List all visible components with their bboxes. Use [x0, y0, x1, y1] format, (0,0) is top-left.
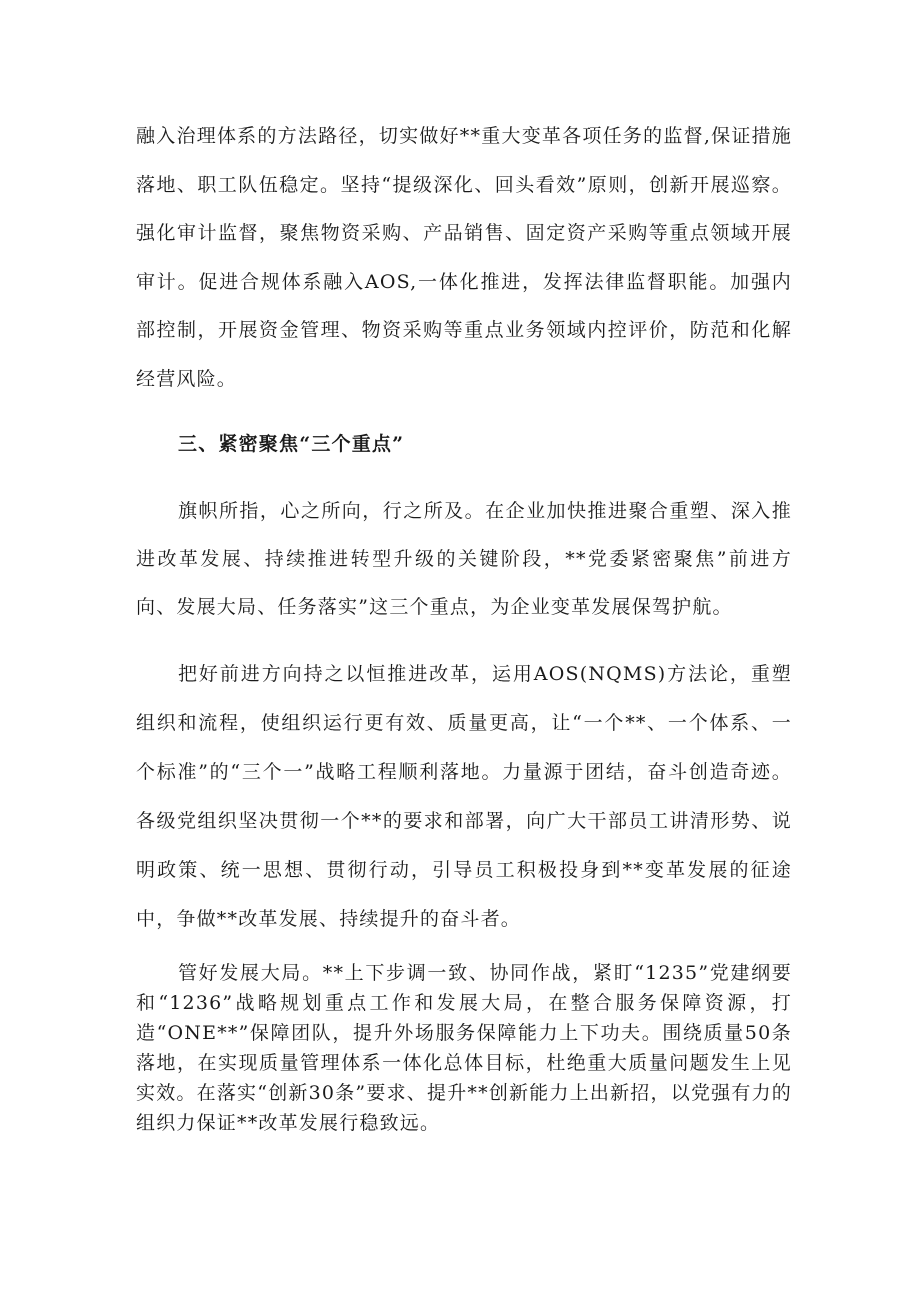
paragraph-supervision: 融入治理体系的方法路径，切实做好**重大变革各项任务的监督,保证措施落地、职工队伍稳定。坚持“提级深化、回头看效”原则，创新开展巡察。强化审计监督，聚焦物资采购、产品销售、固定资产采购等重点领域开展审计。促进合规体系融入AOS,一体化推进，发挥法律监督职能。加强内部控制，开展资金管理、物资采购等重点业务领域内控评价，防范和化解经营风险。 [136, 125, 792, 390]
paragraph-direction-reform: 把好前进方向持之以恒推进改革，运用AOS(NQMS)方法论，重塑组织和流程，使组织运行更有效、质量更高，让“一个**、一个体系、一个标准”的“三个一”战略工程顺利落地。力量源于团结，奋斗创造奇迹。各级党组织坚决贯彻一个**的要求和部署，向广大干部员工讲清形势、说明政策、统一思想、贯彻行动，引导员工积极投身到**变革发展的征途中，争做**改革发展、持续提升的奋斗者。 [136, 663, 792, 930]
section-heading-three-focus: 三、紧密聚焦“三个重点” [178, 433, 405, 455]
paragraph-development-overall: 管好发展大局。**上下步调一致、协同作战，紧盯“1235”党建纲要和“1236”战略规划重点工作和发展大局，在整合服务保障资源，打造“ONE**”保障团队，提升外场服务保障能力上下功夫。围绕质量50条落地，在实现质量管理体系一体化总体目标，杜绝重大质量问题发生上见实效。在落实“创新30条”要求、提升**创新能力上出新招，以党强有力的组织力保证**改革发展行稳致远。 [136, 962, 792, 1134]
paragraph-three-focus-intro: 旗帜所指，心之所向，行之所及。在企业加快推进聚合重塑、深入推进改革发展、持续推进转型升级的关键阶段，**党委紧密聚焦”前进方向、发展大局、任务落实”这三个重点，为企业变革发展保驾护航。 [136, 500, 792, 618]
